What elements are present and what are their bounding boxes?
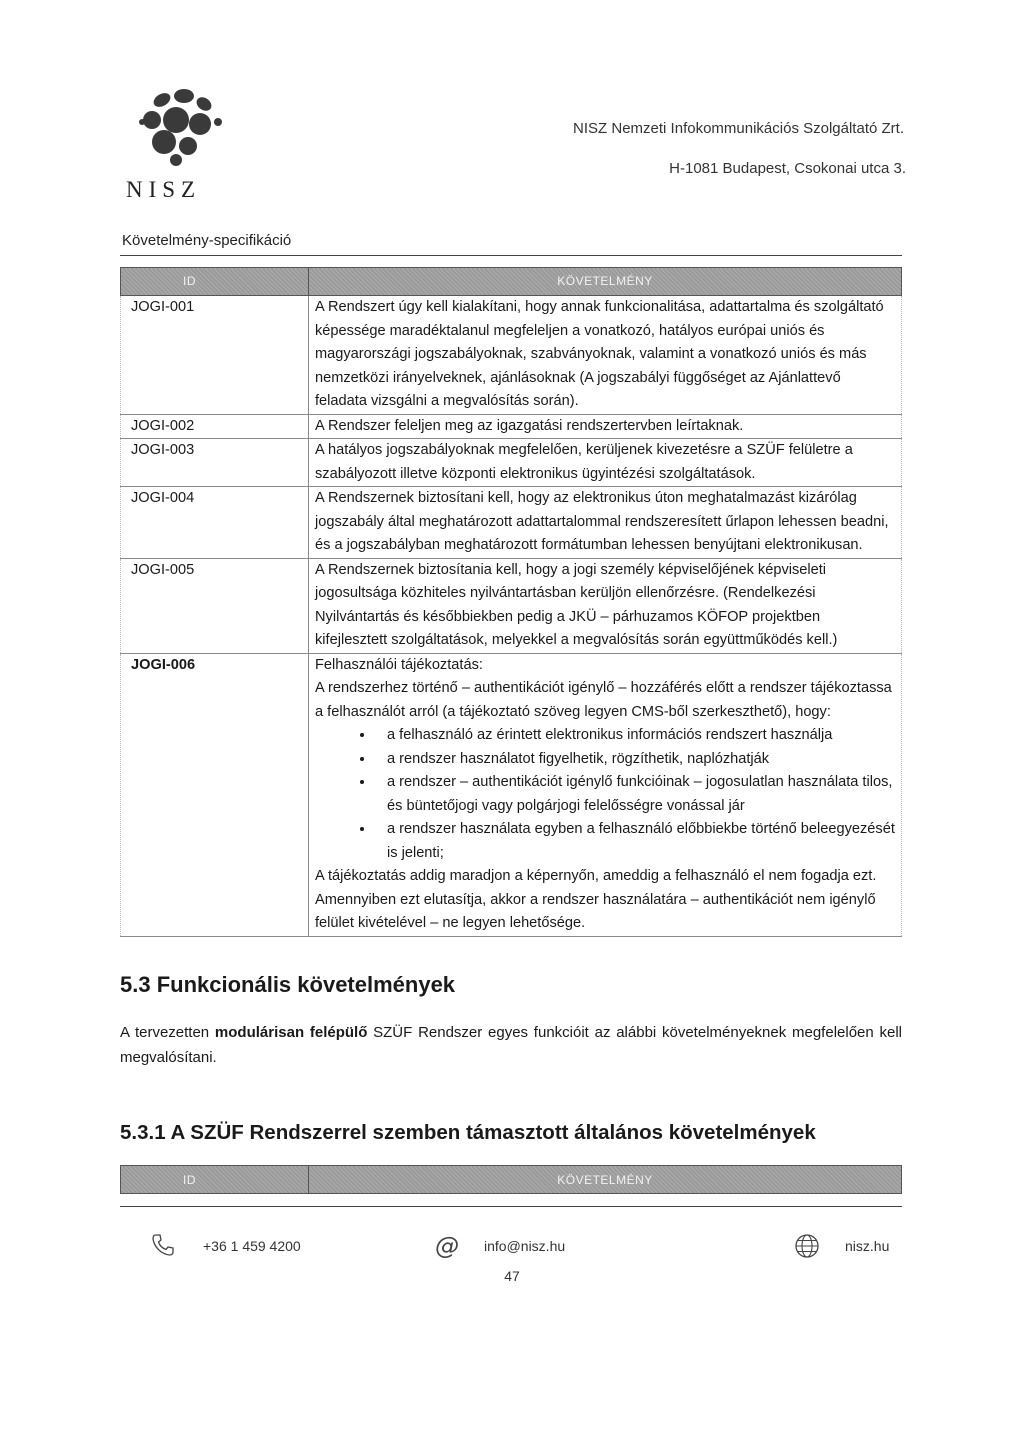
svg-text:@: @ (435, 1232, 459, 1260)
requirement-text: A Rendszernek biztosítani kell, hogy az elektronikus úton meghatalmazást kizárólag jogszabály által meghatározott adattartalommal rendszeresített űrlapon lehessen beadni, és a jogszabályban meghatározott formátumban lehessen benyújtani elektronikusan. (309, 487, 902, 559)
logo-text: NISZ (126, 177, 202, 202)
footer-email: info@nisz.hu (484, 1238, 566, 1254)
table-header-row (121, 268, 902, 296)
requirement-text: A hatályos jogszabályoknak megfelelően, kerüljenek kivezetésre a SZÜF felületre a szabályozott illetve központi elektronikus ügyintézési szolgáltatások. (309, 439, 902, 487)
list-item: • a felhasználó az érintett elektronikus információs rendszert használja (375, 724, 895, 748)
footer-website: nisz.hu (845, 1238, 890, 1254)
general-requirements-table (120, 1165, 902, 1194)
requirement-text: A Rendszer feleljen meg az igazgatási rendszertervben leírtaknak. (309, 414, 902, 439)
requirement-text (309, 653, 902, 936)
requirement-text: A Rendszert úgy kell kialakítani, hogy annak funkcionalitása, adattartalma és szolgáltató képessége maradéktalanul megfeleljen a vonatkozó, hatályos európai uniós és magyarországi jogszabályoknak, szabványoknak, valamint a vonatkozó uniós és más nemzetközi irányelveknek, ajánlásoknak (A jogszabályi függőséget az Ajánlattevő feladata vizsgálni a megvalósítás során). (309, 296, 902, 415)
header-divider (120, 255, 902, 256)
subsection-heading: 5.3.1 A SZÜF Rendszerrel szemben támasztott általános követelmények (120, 1121, 816, 1144)
footer-phone: +36 1 459 4200 (203, 1238, 301, 1254)
table-row (121, 487, 902, 559)
phone-icon (150, 1232, 176, 1258)
requirement-paragraph: A tájékoztatás addig maradjon a képernyőn, ameddig a felhasználó el nem fogadja ezt. Amennyiben ezt elutasítja, akkor a rendszer használatára – authentikációt nem igénylő felület kivételével – ne legyen lehetősége. (315, 868, 877, 931)
company-name: NISZ Nemzeti Infokommunikációs Szolgáltató Zrt. (573, 120, 904, 137)
document-label: Követelmény-specifikáció (122, 232, 292, 249)
globe-icon (793, 1232, 819, 1258)
intro-text: A tervezetten (120, 1024, 215, 1041)
list-item: • a rendszer használatot figyelhetik, rögzíthetik, naplózhatják (375, 748, 895, 772)
company-address: H-1081 Budapest, Csokonai utca 3. (669, 160, 906, 177)
requirement-line: Felhasználói tájékoztatás: (315, 656, 483, 673)
requirement-id: JOGI-004 (121, 487, 309, 559)
requirement-id: JOGI-002 (121, 414, 309, 439)
table-row (121, 414, 902, 439)
logo-dots-icon (132, 82, 228, 172)
table-header-row (121, 1166, 902, 1194)
requirement-bullet-list (315, 724, 895, 865)
requirement-id: JOGI-003 (121, 439, 309, 487)
table-row (121, 653, 902, 936)
page-number: 47 (504, 1268, 520, 1284)
table-row (121, 439, 902, 487)
requirement-text: A Rendszernek biztosítania kell, hogy a jogi személy képviselőjének képviseleti jogosultsága közhiteles nyilvántartásban kerüljön ellenőrzésre. (Rendelkezési Nyilvántartás és későbbiekben pedig a JKÜ – párhuzamos KÖFOP projektben kifejlesztett szolgáltatások, melyekkel a megvalósítás során együttműködés kell.) (309, 558, 902, 653)
list-item: • a rendszer – authentikációt igénylő funkcióinak – jogosulatlan használata tilos, és büntetőjogi vagy polgárjogi felelősségre vonással jár (375, 771, 895, 818)
requirement-id: JOGI-006 (121, 653, 309, 936)
column-header-id: ID (121, 1166, 309, 1194)
requirements-table (120, 267, 902, 937)
footer-divider (120, 1206, 902, 1207)
table-row (121, 296, 902, 415)
list-item: • a rendszer használata egyben a felhasználó előbbiekbe történő beleegyezését is jelenti; (375, 818, 895, 865)
column-header-requirement: KÖVETELMÉNY (309, 268, 902, 296)
at-sign-icon (433, 1232, 459, 1258)
requirement-id: JOGI-001 (121, 296, 309, 415)
intro-bold-text: modulárisan felépülő (214, 1024, 368, 1041)
column-header-requirement: KÖVETELMÉNY (309, 1166, 902, 1194)
table-row (121, 558, 902, 653)
intro-text: SZÜF Rendszer egyes funkcióit az alábbi követelményeknek megfelelően kell megvalósítani. (120, 1024, 902, 1066)
section-heading: 5.3 Funkcionális követelmények (120, 972, 456, 997)
section-intro (120, 1020, 902, 1070)
requirement-paragraph: A rendszerhez történő – authentikációt igénylő – hozzáférés előtt a rendszer tájékoztassa a felhasználót arról (a tájékoztató szöveg legyen CMS-ből szerkeszthető), hogy: (315, 680, 892, 720)
requirement-id: JOGI-005 (121, 558, 309, 653)
column-header-id: ID (121, 268, 309, 296)
